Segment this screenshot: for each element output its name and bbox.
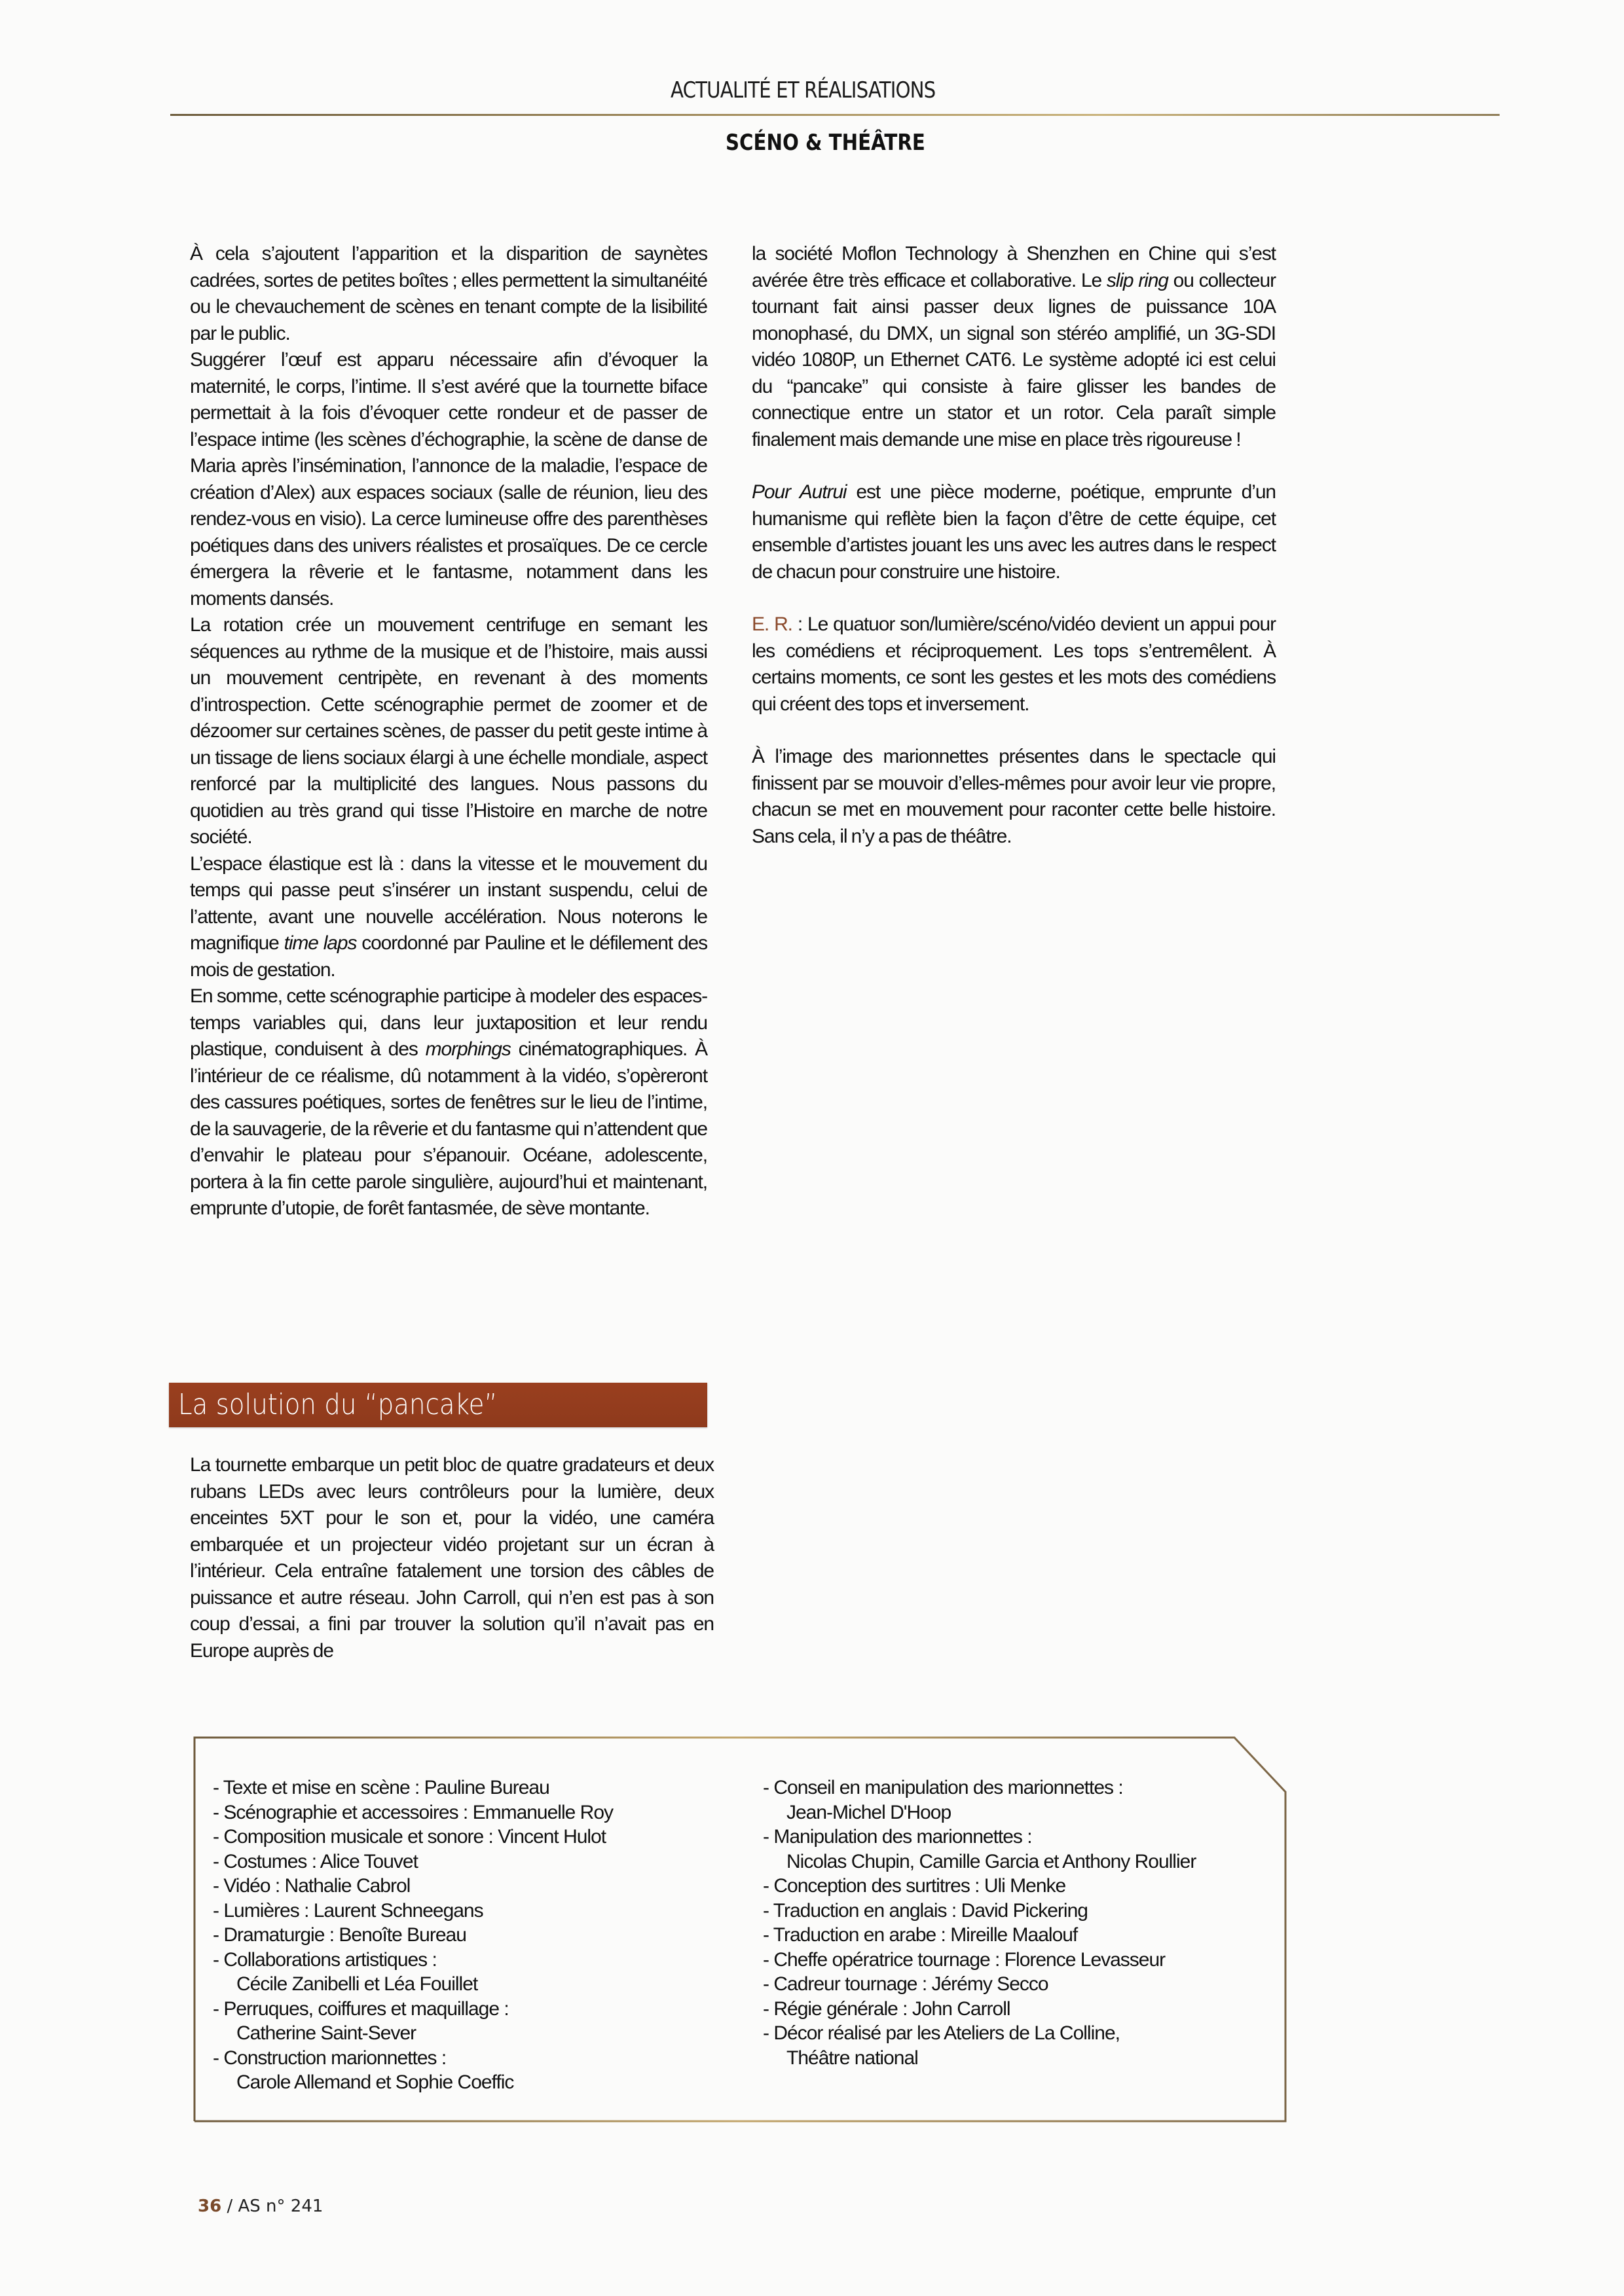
credit-bullet: -: [763, 1826, 769, 1848]
credit-item: [763, 1776, 1196, 1825]
paragraph-gap: [752, 453, 1276, 479]
credit-bullet: -: [213, 2047, 219, 2069]
credit-bullet: -: [763, 1899, 769, 1922]
credit-line: Traduction en arabe : Mireille Maalouf: [773, 1924, 1078, 1946]
credit-bullet: -: [213, 1899, 219, 1922]
credit-line: Traduction en anglais : David Pickering: [773, 1899, 1088, 1922]
left-column: [190, 241, 707, 1222]
credit-line: Manipulation des marionnettes :: [773, 1826, 1032, 1848]
credit-item: [763, 1899, 1196, 1923]
credit-item: [213, 1776, 613, 1800]
page-footer: [198, 2196, 323, 2216]
play-title: Pour Autrui: [752, 481, 847, 503]
credit-line: Vidéo : Nathalie Cabrol: [223, 1875, 411, 1897]
paragraph-gap: [752, 718, 1276, 744]
credits-right-list: [763, 1776, 1196, 2070]
section-banner: [169, 1383, 707, 1427]
credit-line: Décor réalisé par les Ateliers de La Colline,: [773, 2022, 1120, 2044]
paragraph: [190, 983, 707, 1222]
credit-bullet: -: [213, 1997, 219, 2020]
italic-term: slip ring: [1106, 269, 1168, 291]
credit-line: Texte et mise en scène : Pauline Bureau: [223, 1777, 549, 1798]
credit-bullet: -: [213, 1777, 219, 1798]
credits-box: [193, 1736, 1290, 2123]
credit-bullet: -: [763, 1875, 769, 1897]
credit-item: [763, 1923, 1196, 1948]
text-run: cinématographiques. À l’intérieur de ce réalisme, dû notamment à la vidéo, s’opèreront des cassures poétiques, sortes de fenêtres sur le lieu de l’intime, de la sauvagerie, de la rêverie et du fantasme qui n’attendent que d’envahir le plateau pour s’épanouir. Océane, adolescente, portera à la fin cette parole singulière, aujourd’hui et maintenant, emprunte d’utopie, de forêt fantasmée, de sève montante.: [190, 1038, 707, 1219]
text-run: la société Moflon Technology à Shenzhen en Chine qui s’est avérée être très efficace et collaborative. Le: [752, 243, 1276, 291]
credit-item: [213, 1800, 613, 1825]
credit-continuation: Carole Allemand et Sophie Coeffic: [236, 2071, 514, 2093]
credit-line: Scénographie et accessoires : Emmanuelle Roy: [223, 1801, 614, 1823]
credit-continuation: Catherine Saint-Sever: [236, 2022, 416, 2044]
credit-bullet: -: [213, 1801, 219, 1823]
italic-term: time laps: [284, 932, 357, 954]
paragraph-gap: [752, 585, 1276, 611]
credit-item: [213, 1948, 613, 1997]
credit-bullet: -: [763, 2022, 769, 2044]
credit-line: Conception des surtitres : Uli Menke: [773, 1875, 1066, 1897]
credit-bullet: -: [763, 1973, 769, 1995]
paragraph: [752, 611, 1276, 718]
credit-item: [763, 1874, 1196, 1899]
credit-line: Collaborations artistiques :: [223, 1948, 437, 1971]
credit-item: [763, 1825, 1196, 1874]
credit-item: [213, 1997, 613, 2046]
credit-bullet: -: [763, 1948, 769, 1971]
credit-line: Cheffe opératrice tournage : Florence Levasseur: [773, 1948, 1166, 1971]
credit-continuation: Jean-Michel D'Hoop: [786, 1801, 951, 1823]
credit-bullet: -: [213, 1826, 219, 1848]
credit-line: Régie générale : John Carroll: [773, 1997, 1010, 2020]
credit-line: Dramaturgie : Benoîte Bureau: [223, 1924, 466, 1946]
text-run: L’espace élastique est là : dans la vitesse et le mouvement du temps qui passe peut s’insérer un instant suspendu, celui de l’attente, avant une nouvelle accélération. Nous noterons le magnifique: [190, 852, 707, 954]
pancake-body: [190, 1452, 714, 1664]
credits-left-list: [213, 1776, 613, 2095]
text-run: : Le quatuor son/lumière/scéno/vidéo devient un appui pour les comédiens et réciproquement. Les tops s’entremêlent. À certains moments, ce sont les gestes et les mots des comédiens qui créent des tops et inversement.: [752, 613, 1276, 715]
credit-bullet: -: [763, 1924, 769, 1946]
credit-line: Construction marionnettes :: [223, 2047, 447, 2069]
credit-line: Lumières : Laurent Schneegans: [223, 1899, 483, 1922]
credit-line: Perruques, coiffures et maquillage :: [223, 1997, 509, 2020]
credit-bullet: -: [213, 1875, 219, 1897]
paragraph: Suggérer l’œuf est apparu nécessaire afin d’évoquer la maternité, le corps, l’intime. Il s’est avéré que la tournette biface permettait à la fois d’évoquer cette rondeur et de passer de l’espace intime (les scènes d’échographie, la scène de danse de Maria après l’insémination, l’annonce de la maladie, l’espace de création d’Alex) aux espaces sociaux (salle de réunion, lieu des rendez-vous en visio). La cerce lumineuse offre des parenthèses poétiques dans des univers réalistes et prosaïques. De ce cercle émergera la rêverie et le fantasme, notamment dans les moments dansés.: [190, 349, 707, 610]
text-run: ou collecteur tournant fait ainsi passer deux lignes de puissance 10A monophasé, du DMX, un signal son stéréo amplifié, un 3G-SDI vidéo 1080P, un Ethernet CAT6. Le système adopté ici est celui du “pancake” qui consiste à faire glisser les bandes de connectique entre un stator et un rotor. Cela paraît simple finalement mais demande une mise en place très rigoureuse !: [752, 269, 1276, 450]
paragraph: [190, 851, 707, 984]
section-title: SCÉNO & THÉÂTRE: [726, 130, 925, 156]
text-run: coordonné par Pauline et le défilement des mois de gestation.: [190, 932, 707, 981]
credit-item: [213, 1874, 613, 1899]
paragraph: [752, 241, 1276, 453]
credit-item: [763, 2021, 1196, 2070]
credit-item: [763, 1997, 1196, 2022]
credit-bullet: -: [763, 1777, 769, 1798]
credit-line: Cadreur tournage : Jérémy Secco: [773, 1973, 1048, 1995]
credit-continuation: Nicolas Chupin, Camille Garcia et Anthony Roullier: [786, 1850, 1196, 1872]
credit-continuation: Cécile Zanibelli et Léa Fouillet: [236, 1973, 478, 1995]
credit-item: [213, 1923, 613, 1948]
credit-bullet: -: [213, 1850, 219, 1872]
credit-bullet: -: [213, 1948, 219, 1971]
paragraph: La rotation crée un mouvement centrifuge en semant les séquences au rythme de la musique et de l’histoire, mais aussi un mouvement centripète, en revenant à des moments d’introspection. Cette scénographie permet de zoomer et de dézoomer sur certaines scènes, de passer du petit geste intime à un tissage de liens sociaux élargi à une échelle mondiale, aspect renforcé par la multiplicité des langues. Nous passons du quotidien au très grand qui tisse l’Histoire en marche de notre société.: [190, 614, 707, 848]
credit-item: [213, 1899, 613, 1923]
credit-bullet: -: [213, 1924, 219, 1946]
paragraph: La tournette embarque un petit bloc de quatre gradateurs et deux rubans LEDs avec leurs contrôleurs pour la lumière, deux enceintes 5XT pour le son et, pour la vidéo, une caméra embarquée et un projecteur vidéo projetant sur un écran à l’intérieur. Cela entraîne fatalement une torsion des câbles de puissance et autre réseau. John Carroll, qui n’en est pas à son coup d’essai, a fini par trouver la solution qu’il n’avait pas en Europe auprès de: [190, 1454, 714, 1662]
credit-continuation: Théâtre national: [786, 2047, 918, 2069]
credit-item: [213, 2046, 613, 2095]
text-run: est une pièce moderne, poétique, emprunte d’un humanisme qui reflète bien la façon d’être de cette équipe, cet ensemble d’artistes jouant les uns avec les autres dans le respect de chacun pour construire une histoire.: [752, 481, 1276, 583]
credit-item: [213, 1825, 613, 1850]
credit-line: Composition musicale et sonore : Vincent Hulot: [223, 1826, 606, 1848]
credit-item: [763, 1972, 1196, 1997]
speaker-label: E. R.: [752, 613, 792, 635]
paragraph: À cela s’ajoutent l’apparition et la disparition de saynètes cadrées, sortes de petites boîtes ; elles permettent la simultanéité ou le chevauchement de scènes en tenant compte de la lisibilité par le public.: [190, 243, 707, 344]
banner-title: La solution du “pancake”: [178, 1388, 498, 1421]
header-divider: [170, 114, 1500, 116]
credit-line: Conseil en manipulation des marionnettes :: [773, 1777, 1123, 1798]
credit-item: [763, 1948, 1196, 1973]
section-kicker: ACTUALITÉ ET RÉALISATIONS: [671, 77, 936, 103]
page-number: 36: [198, 2196, 222, 2216]
paragraph: [752, 479, 1276, 585]
publication-ref: / AS n° 241: [221, 2196, 323, 2216]
credit-line: Costumes : Alice Touvet: [223, 1850, 418, 1872]
right-column: [752, 241, 1276, 850]
text-run: En somme, cette scénographie participe à modeler des espaces-temps variables qui, dans leur juxtaposition et leur rendu plastique, conduisent à des: [190, 985, 707, 1060]
paragraph: À l’image des marionnettes présentes dans le spectacle qui finissent par se mouvoir d’elles-mêmes pour avoir leur vie propre, chacun se met en mouvement pour raconter cette belle histoire. Sans cela, il n’y a pas de théâtre.: [752, 746, 1276, 847]
credit-bullet: -: [763, 1997, 769, 2020]
italic-term: morphings: [425, 1038, 511, 1060]
credit-item: [213, 1850, 613, 1874]
